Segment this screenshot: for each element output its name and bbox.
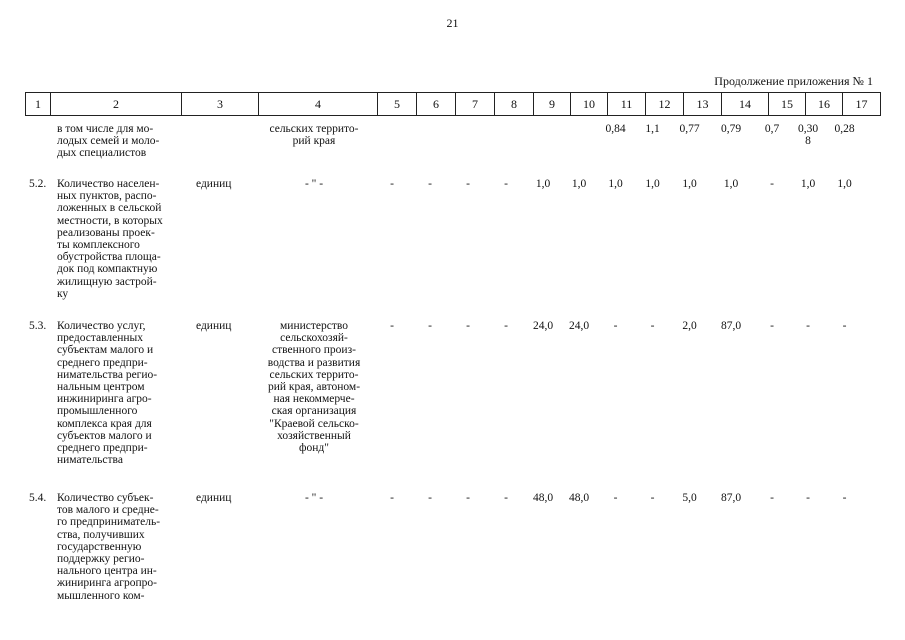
value-col-14: 0,79 [720, 123, 742, 135]
value-col-11: 0,84 [605, 123, 626, 135]
executor-line: сельских террито- [269, 368, 359, 381]
value-col-7: - [466, 492, 470, 504]
description-line: реализованы проек- [57, 226, 155, 239]
executor-line: ная некоммерче- [273, 393, 355, 406]
value-col-13: 5,0 [682, 492, 697, 504]
continuation-label: Продолжение приложения № 1 [714, 74, 873, 88]
value-col-7: - [466, 320, 470, 332]
executor-line: "Краевой сельско- [269, 417, 359, 430]
value-col-15: 0,7 [764, 123, 780, 135]
value-col-11: - [613, 320, 618, 332]
value-col-10: 1,0 [571, 178, 587, 190]
column-header-10: 10 [571, 93, 608, 116]
value-col-6: - [428, 178, 432, 190]
column-header-1: 1 [26, 93, 51, 116]
value-col-17: 1,0 [837, 178, 852, 190]
column-header-13: 13 [684, 93, 722, 116]
description-line: местности, в которых [57, 214, 163, 227]
column-header-table [25, 92, 881, 116]
value-col-11: 1,0 [608, 178, 623, 190]
value-col-12: - [650, 492, 655, 504]
value-col-15: - [770, 178, 774, 190]
description-line: нального центра ин- [57, 565, 157, 578]
column-header-6: 6 [417, 93, 456, 116]
executor-line: министерство [280, 320, 348, 332]
executor-line: хозяйственный [277, 429, 351, 442]
description-line: лодых семей и моло- [57, 135, 160, 148]
value-col-8: - [504, 492, 508, 504]
page-number: 21 [446, 16, 459, 30]
description-line: ку [57, 287, 69, 300]
description-line: го предприниматель- [57, 516, 161, 529]
value-col-16: - [806, 320, 810, 332]
row-unit: единиц [196, 492, 232, 504]
row-index: 5.2. [29, 178, 47, 190]
description-line: государственную [57, 540, 142, 553]
executor-line: фонд" [299, 442, 329, 455]
description-line: обустройства площа- [57, 251, 161, 264]
row-description [57, 492, 175, 602]
row-description [57, 178, 175, 300]
executor-line: водства и развития [267, 356, 361, 369]
column-header-5: 5 [378, 93, 417, 116]
executor-line: рий края, автоном- [267, 381, 361, 394]
value-col-9: 1,0 [535, 178, 551, 190]
column-header-3: 3 [182, 93, 259, 116]
value-col-12: 1,1 [645, 123, 660, 135]
row-index: 5.4. [29, 492, 47, 504]
value-col-14: 87,0 [720, 320, 742, 332]
value-col-10: 24,0 [568, 320, 590, 332]
value-col-13: 2,0 [682, 320, 697, 332]
value-col-8: - [504, 178, 508, 190]
value-col-9: 48,0 [532, 492, 554, 504]
executor-line: ская организация [271, 405, 357, 418]
description-line: субъектов малого и [57, 429, 152, 442]
executor-line: - " - [304, 492, 324, 504]
description-line: поддержку регио- [57, 553, 145, 566]
description-line: Количество населен- [57, 178, 160, 190]
column-header-11: 11 [608, 93, 646, 116]
description-line: мышленного ком- [57, 589, 145, 602]
value-col-11: - [613, 492, 618, 504]
value-col-7: - [466, 178, 470, 190]
column-header-4: 4 [259, 93, 378, 116]
value-col-13: 1,0 [682, 178, 697, 190]
description-line: док под компактную [57, 263, 158, 276]
row-description [57, 123, 175, 160]
description-line: среднего предпри- [57, 356, 148, 369]
row-executor [255, 320, 373, 454]
description-line: в том числе для мо- [57, 123, 154, 135]
row-executor [255, 178, 373, 190]
value-col-15: - [770, 320, 774, 332]
description-line: субъектам малого и [57, 344, 154, 357]
value-col-8: - [504, 320, 508, 332]
row-unit: единиц [196, 178, 232, 190]
description-line: дых специалистов [57, 147, 147, 160]
value-col-14: 87,0 [720, 492, 742, 504]
column-header-12: 12 [646, 93, 684, 116]
description-line: комплекса края для [57, 417, 152, 430]
description-line: Количество услуг, [57, 320, 146, 332]
column-header-17: 17 [843, 93, 881, 116]
row-executor [255, 123, 373, 147]
column-header-2: 2 [51, 93, 182, 116]
executor-line: сельскохозяй- [280, 332, 348, 345]
executor-line: ственного произ- [272, 344, 356, 357]
description-line: среднего предпри- [57, 442, 148, 455]
description-line: ты комплексного [57, 239, 140, 252]
value-col-12: 1,0 [645, 178, 660, 190]
description-line: ства, получивших [57, 528, 145, 541]
value-col-17: - [842, 492, 847, 504]
description-line: жиниринга агропро- [57, 577, 157, 590]
row-description [57, 320, 175, 466]
description-line: жилищную застрой- [57, 275, 157, 288]
value-col-17: - [842, 320, 847, 332]
description-line: нимательства [57, 454, 123, 467]
description-line: ных пунктов, распо- [57, 190, 157, 203]
value-col-14: 1,0 [723, 178, 739, 190]
value-col-16: 0,30 8 [797, 123, 819, 148]
value-col-9: 24,0 [532, 320, 554, 332]
value-col-13: 0,77 [679, 123, 700, 135]
value-col-17: 0,28 [834, 123, 855, 135]
value-col-12: - [650, 320, 655, 332]
executor-line: - " - [304, 178, 324, 190]
column-header-row [26, 93, 881, 116]
description-line: инжиниринга агро- [57, 393, 152, 406]
row-unit: единиц [196, 320, 232, 332]
column-header-8: 8 [495, 93, 534, 116]
description-line: предоставленных [57, 332, 144, 345]
value-col-5: - [390, 178, 394, 190]
description-line: нальным центром [57, 381, 145, 394]
description-line: ложенных в сельской [57, 202, 162, 215]
description-line: тов малого и средне- [57, 504, 159, 517]
row-index: 5.3. [29, 320, 47, 332]
column-header-7: 7 [456, 93, 495, 116]
executor-line: рий края [292, 135, 336, 148]
description-line: нимательства регио- [57, 368, 158, 381]
value-col-6: - [428, 320, 432, 332]
column-header-9: 9 [534, 93, 571, 116]
row-executor [255, 492, 373, 504]
value-col-15: - [770, 492, 774, 504]
description-line: Количество субъек- [57, 492, 154, 504]
value-col-5: - [390, 320, 394, 332]
value-col-16: - [806, 492, 810, 504]
value-col-16: 1,0 [800, 178, 816, 190]
executor-line: сельских террито- [269, 123, 359, 135]
value-col-10: 48,0 [568, 492, 590, 504]
value-col-5: - [390, 492, 394, 504]
column-header-16: 16 [806, 93, 843, 116]
description-line: промышленного [57, 405, 138, 418]
value-col-6: - [428, 492, 432, 504]
column-header-15: 15 [769, 93, 806, 116]
column-header-14: 14 [722, 93, 769, 116]
